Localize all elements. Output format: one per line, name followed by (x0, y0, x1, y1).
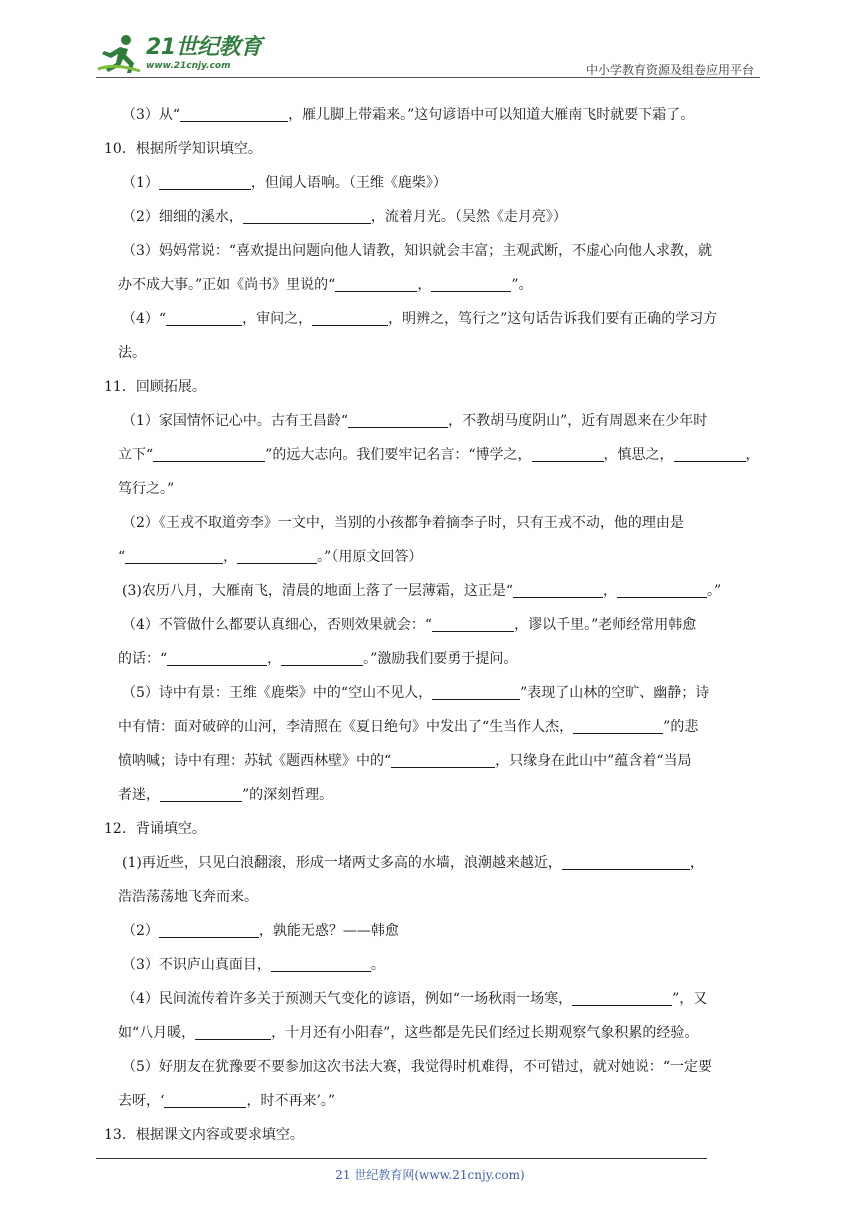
fill-blank[interactable] (348, 411, 448, 428)
fill-blank[interactable] (243, 207, 371, 224)
fill-blank[interactable] (125, 547, 223, 564)
logo-url: www.21cnjy.com (146, 61, 231, 71)
fill-blank[interactable] (562, 853, 690, 870)
text-line: 者迷， ”的深刻哲理。 (118, 787, 334, 803)
question-heading: 10．根据所学知识填空。 (104, 141, 262, 157)
footer-divider (96, 1158, 707, 1159)
text-line: （4）不管做什么都要认真细心，否则效果就会：“ ，谬以千里。”老师经常用韩愈 (122, 617, 697, 633)
text-line: (3)农历八月，大雁南飞，清晨的地面上落了一层薄霜，这正是“ ， 。” (122, 583, 722, 599)
fill-blank[interactable] (164, 1091, 246, 1108)
text-line: （5）好朋友在犹豫要不要参加这次书法大赛，我觉得时机难得，不可错过，就对她说：“一定要 (122, 1059, 713, 1075)
fill-blank[interactable] (431, 275, 511, 292)
text-line: （2）《王戎不取道旁李》一文中，当别的小孩都争着摘李子时，只有王戎不动，他的理由是 (122, 515, 684, 531)
fill-blank[interactable] (513, 581, 603, 598)
fill-blank[interactable] (573, 717, 663, 734)
fill-blank[interactable] (180, 105, 288, 122)
text-line: 中有情：面对破碎的山河，李清照在《夏日绝句》中发出了“生当作人杰， ”的悲 (118, 719, 699, 735)
fill-blank[interactable] (159, 173, 251, 190)
text-line: （1） ，但闻人语响。（王维《鹿柴》） (122, 175, 447, 191)
logo-title: 21世纪教育 (146, 35, 262, 60)
text-line: 的话：“ ， 。”激励我们要勇于提问。 (118, 651, 518, 667)
text-line: 去呀，‘ ，时不再来’。” (118, 1093, 336, 1109)
text-line: （2）细细的溪水， ，流着月光。（吴然《走月亮》） (122, 209, 567, 225)
site-logo (96, 32, 262, 76)
text-line: 笃行之。” (118, 481, 175, 497)
fill-blank[interactable] (674, 445, 746, 462)
runner-logo-icon (96, 33, 142, 75)
text-line: (1)再近些，只见白浪翻滚，形成一堵两丈多高的水墙，浪潮越来越近， ， (122, 855, 704, 871)
fill-blank[interactable] (195, 1023, 271, 1040)
footer-text: 21 世纪教育网(www.21cnjy.com) (335, 1168, 525, 1182)
text-line: （4）“ ，审问之， ，明辨之，笃行之”这句话告诉我们要有正确的学习方 (122, 311, 718, 327)
fill-blank[interactable] (617, 581, 707, 598)
text-line: “ ， 。”（用原文回答） (118, 549, 423, 565)
text-line: 如“八月暖， ，十月还有小阳春”，这些都是先民们经过长期观察气象积累的经验。 (118, 1025, 699, 1041)
text-line: 浩浩荡荡地飞奔而来。 (118, 889, 258, 905)
fill-blank[interactable] (159, 921, 259, 938)
worksheet-content (104, 98, 764, 1152)
text-line: （4）民间流传着许多关于预测天气变化的谚语，例如“一场秋雨一场寒， ”，又 (122, 991, 708, 1007)
fill-blank[interactable] (153, 445, 265, 462)
text-line: 立下“ ”的远大志向。我们要牢记名言：“博学之， ，慎思之， ， (118, 447, 760, 463)
text-line: （3）妈妈常说：“喜欢提出问题向他人请教，知识就会丰富；主观武断，不虚心向他人求教，就 (122, 243, 713, 259)
header-divider (96, 77, 760, 78)
text-line: （2） ，孰能无惑？——韩愈 (122, 923, 399, 939)
fill-blank[interactable] (166, 309, 242, 326)
text-line: （1）家国情怀记心中。古有王昌龄“ ，不教胡马度阴山”，近有周恩来在少年时 (122, 413, 708, 429)
text-line: 愤呐喊；诗中有理：苏轼《题西林壁》中的“ ，只缘身在此山中”蕴含着“当局 (118, 753, 692, 769)
text-line: （3）不识庐山真面目， 。 (122, 957, 385, 973)
fill-blank[interactable] (572, 989, 672, 1006)
fill-blank[interactable] (432, 683, 520, 700)
text-line: 办不成大事。”正如《尚书》里说的“ ， ”。 (118, 277, 533, 293)
fill-blank[interactable] (160, 785, 242, 802)
fill-blank[interactable] (237, 547, 317, 564)
text-line: （5）诗中有景：王维《鹿柴》中的“空山不见人， ”表现了山林的空旷、幽静；诗 (122, 685, 710, 701)
question-heading: 11．回顾拓展。 (104, 379, 206, 395)
fill-blank[interactable] (335, 275, 417, 292)
question-heading: 13．根据课文内容或要求填空。 (104, 1127, 304, 1143)
text-line: （3）从“ ，雁儿脚上带霜来。”这句谚语中可以知道大雁南飞时就要下霜了。 (122, 107, 695, 123)
fill-blank[interactable] (312, 309, 388, 326)
text-line: 法。 (118, 345, 146, 361)
question-heading: 12．背诵填空。 (104, 821, 206, 837)
fill-blank[interactable] (432, 615, 514, 632)
fill-blank[interactable] (167, 649, 267, 666)
fill-blank[interactable] (281, 649, 363, 666)
page-header (96, 26, 760, 80)
fill-blank[interactable] (271, 955, 371, 972)
platform-name: 中小学教育资源及组卷应用平台 (585, 63, 754, 77)
fill-blank[interactable] (532, 445, 604, 462)
fill-blank[interactable] (391, 751, 495, 768)
